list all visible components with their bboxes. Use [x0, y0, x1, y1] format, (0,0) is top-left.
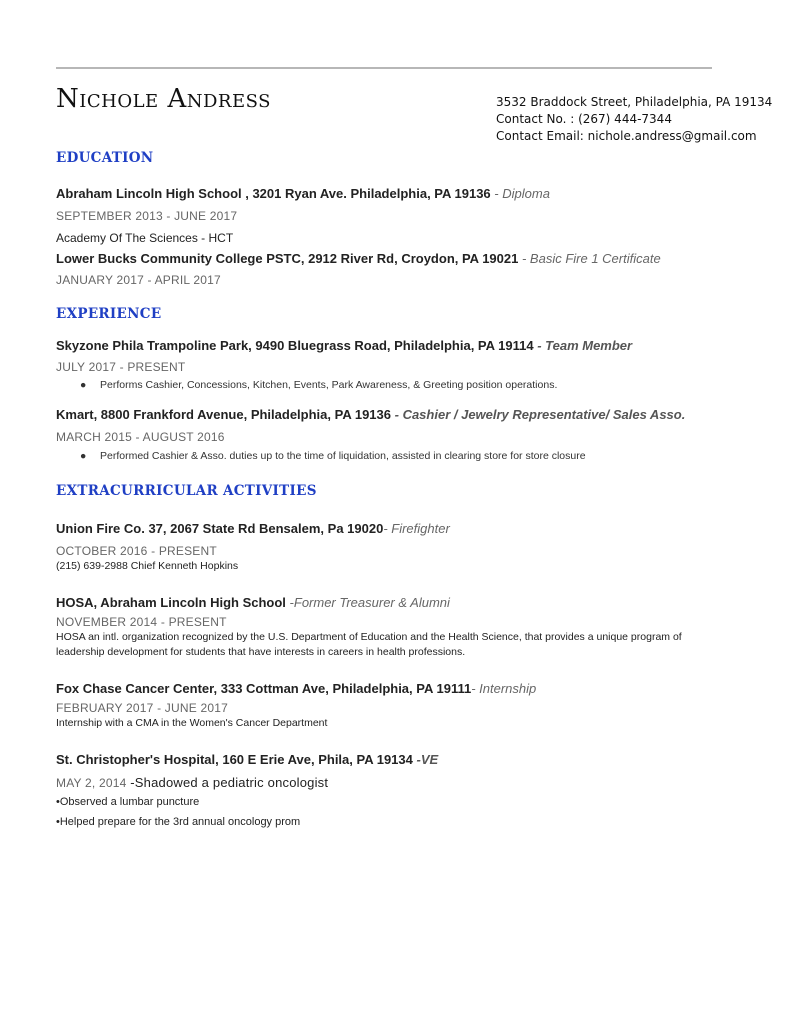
experience-entry-1: Skyzone Phila Trampoline Park, 9490 Bluegrass Road, Philadelphia, PA 19114 - Team Member [56, 338, 633, 353]
activity-bullet: •Observed a lumbar puncture [56, 796, 200, 808]
activity-org: Fox Chase Cancer Center, 333 Cottman Ave, Philadelphia, PA 19111 [56, 681, 472, 696]
activity-bullet: •Helped prepare for the 3rd annual oncology prom [56, 816, 301, 828]
experience-role: Cashier / Jewelry Representative/ Sales Asso. [402, 407, 686, 422]
contact-block [496, 94, 772, 145]
activity-dates: NOVEMBER 2014 - PRESENT [56, 615, 227, 629]
education-entry-1: Abraham Lincoln High School , 3201 Ryan Ave. Philadelphia, PA 19136 - Diploma [56, 186, 550, 201]
experience-bullet: ● Performs Cashier, Concessions, Kitchen, Events, Park Awareness, & Greeting position operations. [80, 379, 558, 391]
activity-org: Union Fire Co. 37, 2067 State Rd Bensalem, Pa 19020 [56, 521, 384, 536]
header-rule [56, 67, 712, 69]
activity-dates: MAY 2, 2014 -Shadowed a pediatric oncologist [56, 775, 329, 790]
experience-org: Skyzone Phila Trampoline Park, 9490 Bluegrass Road, Philadelphia, PA 19114 [56, 338, 534, 353]
activity-dates: FEBRUARY 2017 - JUNE 2017 [56, 701, 228, 715]
education-dates: SEPTEMBER 2013 - JUNE 2017 [56, 209, 238, 223]
candidate-name: Nichole Andress [56, 84, 271, 114]
activity-detail: (215) 639-2988 Chief Kenneth Hopkins [56, 560, 239, 572]
education-heading: EDUCATION [56, 150, 154, 166]
experience-dates: JULY 2017 - PRESENT [56, 360, 186, 374]
activity-entry-3: Fox Chase Cancer Center, 333 Cottman Ave, Philadelphia, PA 19111- Internship [56, 681, 537, 696]
education-role: Diploma [502, 186, 550, 201]
activity-org: St. Christopher's Hospital, 160 E Erie Ave, Phila, PA 19134 [56, 752, 417, 767]
activity-role: Internship [479, 681, 537, 696]
education-role: Basic Fire 1 Certificate [529, 251, 661, 266]
phone: Contact No. : (267) 444-7344 [496, 112, 672, 126]
education-entry-2: Lower Bucks Community College PSTC, 2912 River Rd, Croydon, PA 19021 - Basic Fire 1 Certificate [56, 251, 661, 266]
experience-heading: EXPERIENCE [56, 306, 162, 322]
bullet-icon: ● [80, 379, 87, 391]
activity-role: VE [420, 752, 439, 767]
education-note: Academy Of The Sciences - HCT [56, 231, 234, 245]
email: Contact Email: nichole.andress@gmail.com [496, 129, 757, 143]
experience-entry-2: Kmart, 8800 Frankford Avenue, Philadelphia, PA 19136 - Cashier / Jewelry Representative/ Sales Asso. [56, 407, 686, 422]
education-org: Lower Bucks Community College PSTC, 2912 River Rd, Croydon, PA 19021 [56, 251, 519, 266]
activity-note: -Shadowed a pediatric oncologist [126, 775, 329, 790]
activity-role: Former Treasurer & Alumni [293, 595, 450, 610]
education-org: Abraham Lincoln High School , 3201 Ryan Ave. Philadelphia, PA 19136 [56, 186, 491, 201]
activity-detail: Internship with a CMA in the Women's Cancer Department [56, 717, 328, 729]
education-dates: JANUARY 2017 - APRIL 2017 [56, 273, 221, 287]
experience-role: Team Member [545, 338, 633, 353]
experience-org: Kmart, 8800 Frankford Avenue, Philadelphia, PA 19136 [56, 407, 391, 422]
activity-role: Firefighter [391, 521, 450, 536]
activity-entry-4: St. Christopher's Hospital, 160 E Erie Ave, Phila, PA 19134 -VE [56, 752, 439, 767]
activity-dates: OCTOBER 2016 - PRESENT [56, 544, 217, 558]
activities-heading: EXTRACURRICULAR ACTIVITIES [56, 483, 317, 499]
experience-dates: MARCH 2015 - AUGUST 2016 [56, 430, 225, 444]
activity-detail: HOSA an intl. organization recognized by the U.S. Department of Education and the Health Science, that provides a unique program of leadership development for students that have interests in careers in health professions. [56, 631, 682, 658]
experience-bullet: ● Performed Cashier & Asso. duties up to the time of liquidation, assisted in clearing store for store closure [80, 450, 586, 462]
activity-org: HOSA, Abraham Lincoln High School [56, 595, 290, 610]
address: 3532 Braddock Street, Philadelphia, PA 19134 [496, 95, 773, 109]
bullet-icon: ● [80, 450, 87, 462]
activity-entry-2: HOSA, Abraham Lincoln High School -Former Treasurer & Alumni [56, 595, 450, 610]
activity-entry-1: Union Fire Co. 37, 2067 State Rd Bensalem, Pa 19020- Firefighter [56, 521, 450, 536]
